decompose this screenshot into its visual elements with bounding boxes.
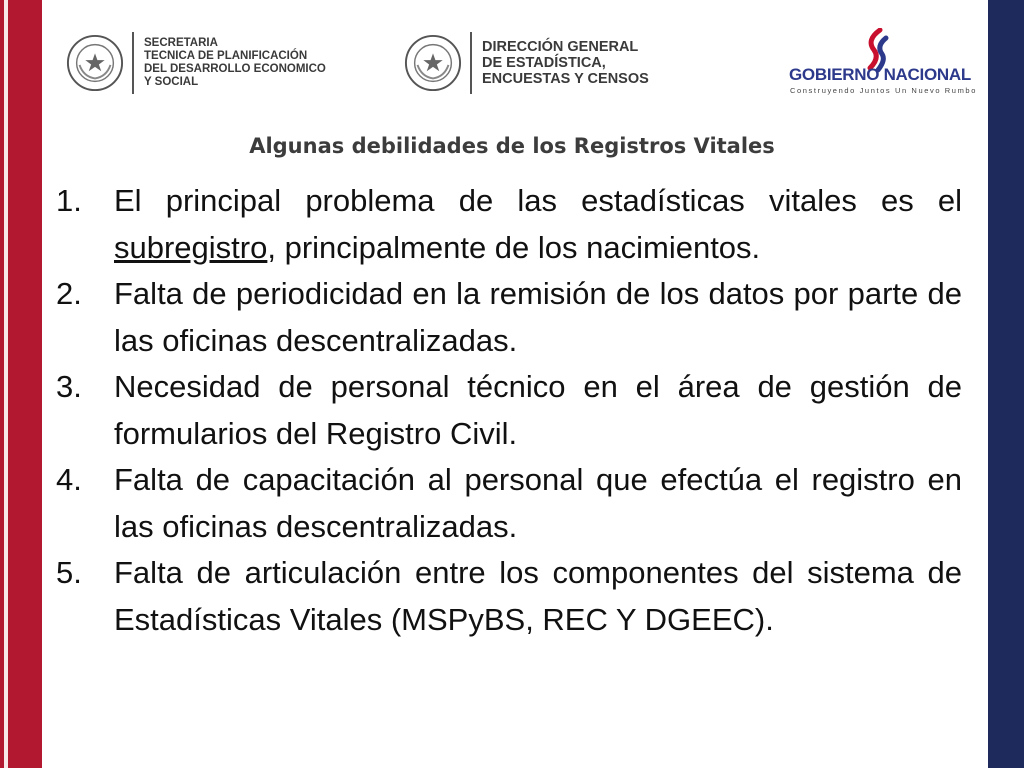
slide-title: Algunas debilidades de los Registros Vitales: [249, 134, 775, 158]
gobierno-slogan: Construyendo Juntos Un Nuevo Rumbo: [790, 86, 977, 95]
left-accent-bar: [0, 0, 42, 768]
list-number: 1.: [56, 183, 82, 218]
dgeec-line-3: ENCUESTAS Y CENSOS: [482, 71, 649, 87]
item-text: Falta de periodicidad en la remisión de los datos por parte de las oficinas descentralizadas.: [114, 276, 962, 358]
stp-line-2: TECNICA DE PLANIFICACIÓN: [144, 50, 308, 62]
list-number: 5.: [56, 555, 82, 590]
stp-line-4: Y SOCIAL: [144, 76, 199, 88]
list-item: [56, 550, 962, 643]
stp-logo: [66, 32, 326, 94]
header-logos: [48, 24, 986, 116]
paraguay-seal-icon: [66, 34, 124, 92]
stp-line-3: DEL DESARROLLO ECONOMICO: [144, 63, 326, 75]
item-text: El principal problema de las estadísticas vitales es el: [114, 183, 962, 218]
dgeec-logo: [404, 32, 649, 94]
list-item: [56, 271, 962, 364]
right-accent-bar: [988, 0, 1024, 768]
logo-divider: [470, 32, 472, 94]
item-text: Falta de capacitación al personal que efectúa el registro en las oficinas descentralizadas.: [114, 462, 962, 544]
item-text-underlined: subregistro: [114, 229, 268, 265]
stp-logo-text: [144, 37, 326, 89]
item-text: Falta de articulación entre los componentes del sistema de Estadísticas Vitales (MSPyBS, REC Y DGEEC).: [114, 555, 962, 637]
dgeec-line-2: DE ESTADÍSTICA,: [482, 55, 606, 71]
item-text: , principalmente de los nacimientos.: [267, 229, 761, 265]
list-number: 4.: [56, 462, 82, 497]
weaknesses-list: [56, 178, 962, 643]
dgeec-line-1: DIRECCIÓN GENERAL: [482, 39, 639, 55]
stp-line-1: SECRETARIA: [144, 37, 218, 49]
list-item: [56, 364, 962, 457]
paraguay-seal-icon: [404, 34, 462, 92]
list-number: 3.: [56, 369, 82, 404]
item-text: Necesidad de personal técnico en el área de gestión de formularios del Registro Civil.: [114, 369, 962, 451]
list-item: [56, 178, 962, 271]
logo-divider: [132, 32, 134, 94]
gobierno-nacional-logo: [784, 28, 977, 108]
list-item: [56, 457, 962, 550]
gobierno-name: GOBIERNO NACIONAL: [789, 65, 971, 84]
list-number: 2.: [56, 276, 82, 311]
dgeec-logo-text: [482, 39, 649, 87]
